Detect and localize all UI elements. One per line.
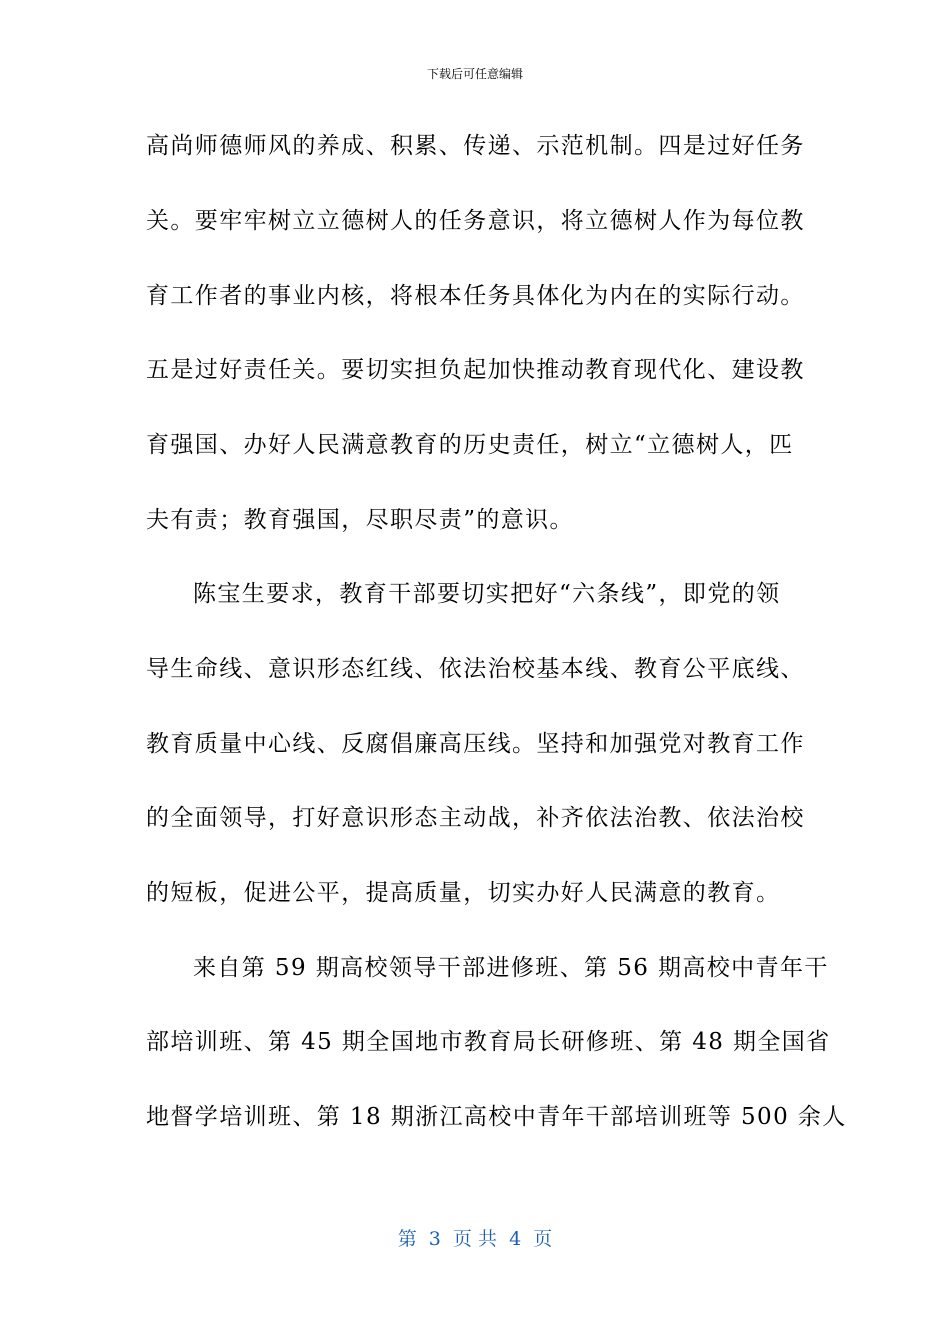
body-line-1: 高尚师德师风的养成、积累、传递、示范机制。四是过好任务 [146, 133, 805, 159]
body-line-5: 育强国、办好人民满意教育的历史责任，树立“立德树人，匹 [146, 432, 794, 458]
body-line-10: 的全面领导，打好意识形态主动战，补齐依法治教、依法治校 [146, 805, 805, 831]
body-line-2: 关。要牢牢树立立德树人的任务意识，将立德树人作为每位教 [146, 208, 805, 234]
page-number-footer: 第 3 页 共 4 页 [397, 1228, 553, 1250]
body-line-13: 部培训班、第 45 期全国地市教育局长研修班、第 48 期全国省 [146, 1029, 831, 1055]
body-line-11: 的短板，促进公平，提高质量，切实办好人民满意的教育。 [146, 880, 781, 906]
body-line-6: 夫有责；教育强国，尽职尽责”的意识。 [146, 507, 574, 533]
page-header-note: 下载后可任意编辑 [426, 67, 523, 81]
body-line-8: 导生命线、意识形态红线、依法治校基本线、教育公平底线、 [146, 656, 805, 682]
body-line-7: 陈宝生要求，教育干部要切实把好“六条线”，即党的领 [193, 581, 781, 607]
body-line-14: 地督学培训班、第 18 期浙江高校中青年干部培训班等 500 余人 [146, 1104, 847, 1130]
body-line-9: 教育质量中心线、反腐倡廉高压线。坚持和加强党对教育工作 [146, 731, 805, 757]
body-line-4: 五是过好责任关。要切实担负起加快推动教育现代化、建设教 [146, 357, 805, 383]
body-line-12: 来自第 59 期高校领导干部进修班、第 56 期高校中青年干 [193, 955, 829, 981]
body-line-3: 育工作者的事业内核，将根本任务具体化为内在的实际行动。 [146, 283, 805, 309]
